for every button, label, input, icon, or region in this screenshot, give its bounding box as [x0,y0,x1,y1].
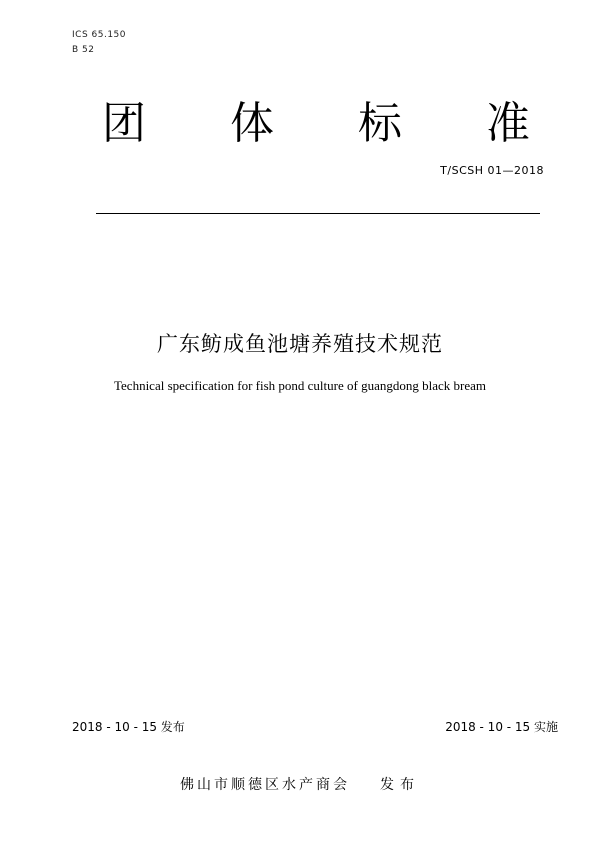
document-title-english: Technical specification for fish pond culture of guangdong black bream [114,378,486,393]
publisher-suffix: 发布 [380,777,420,793]
banner-title [96,98,536,150]
document-title-chinese: 广东鲂成鱼池塘养殖技术规范 [157,332,443,356]
classification-code: B 52 [72,45,95,55]
standard-number: T/SCSH 01—2018 [440,164,544,177]
banner-char-2: 体 [230,98,274,149]
ics-code: ICS 65.150 [72,30,127,40]
banner-char-4: 准 [486,98,530,149]
banner-char-1: 团 [102,98,146,149]
implementation-date: 2018 - 10 - 15 实施 [445,720,558,734]
banner-char-3: 标 [358,98,402,149]
header-divider [96,213,540,214]
publisher-line [0,774,600,794]
publish-date: 2018 - 10 - 15 发布 [72,720,185,734]
publisher-name: 佛山市顺德区水产商会 [180,777,350,793]
